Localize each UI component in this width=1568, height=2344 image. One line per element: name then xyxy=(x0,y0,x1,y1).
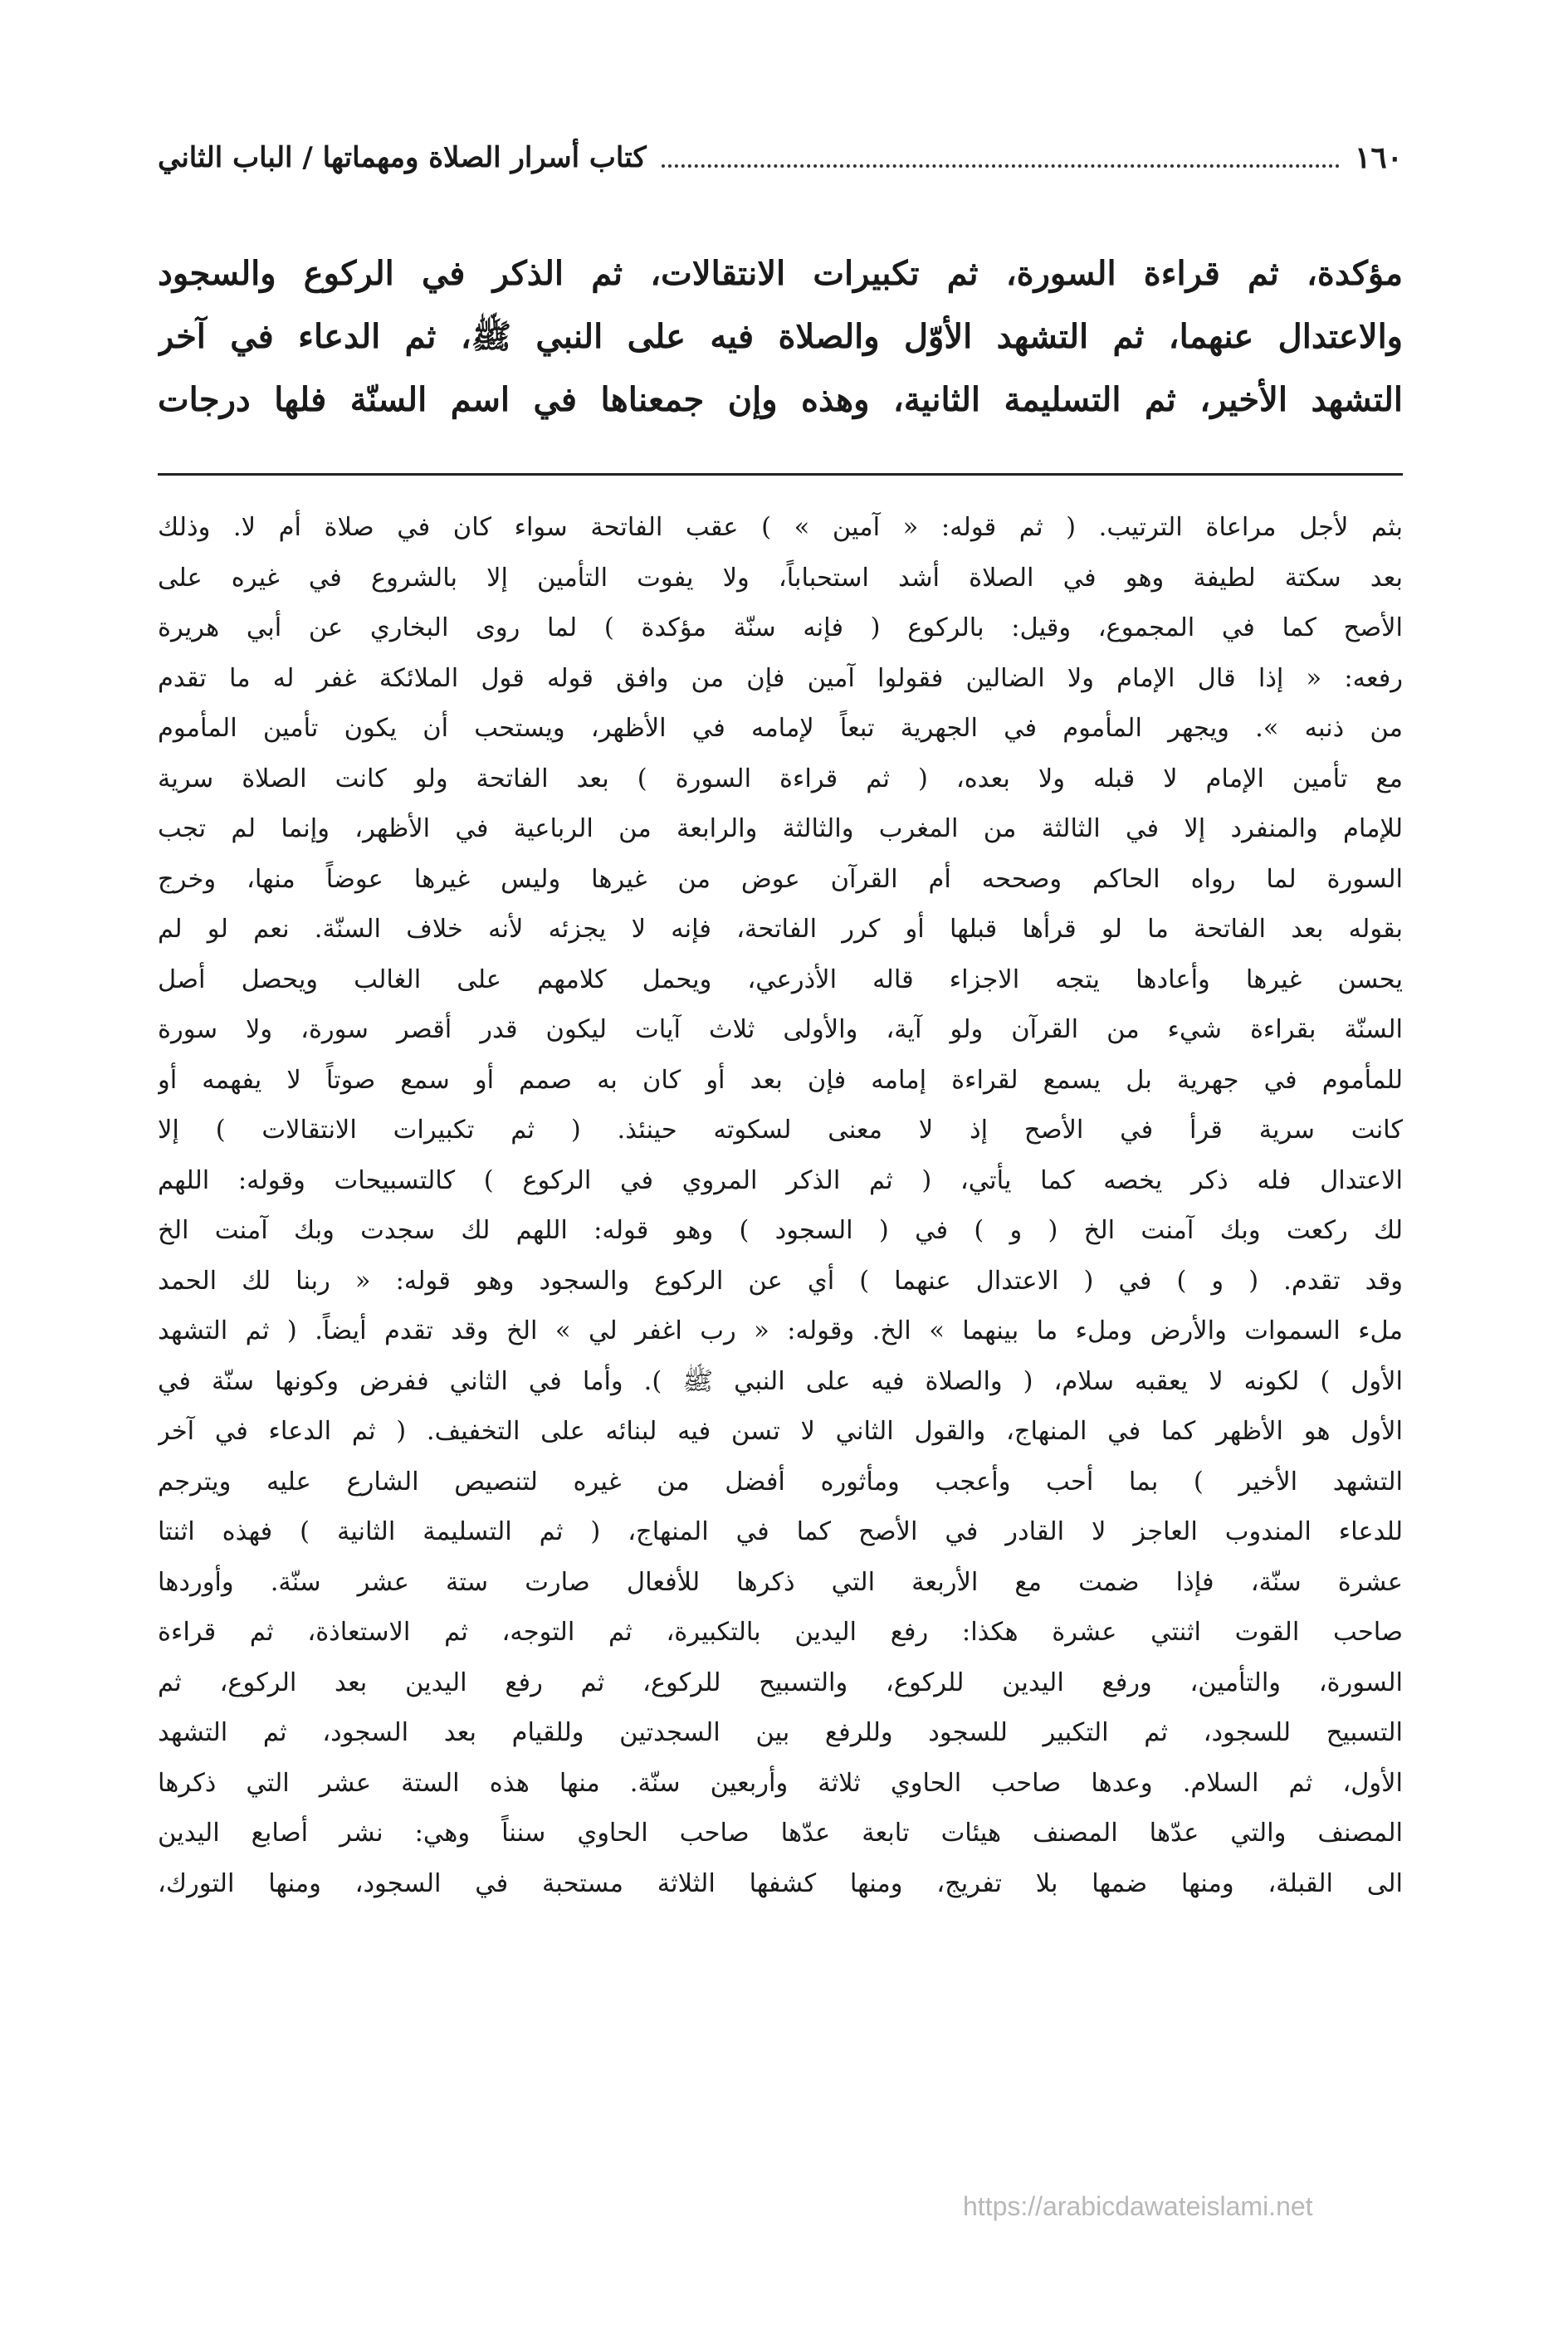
commentary-text xyxy=(158,503,1403,1909)
page-number: ١٦٠ xyxy=(1354,140,1403,175)
commentary-line: السنّة بقراءة شيء من القرآن ولو آية، والأولى ثلاث آيات ليكون قدر أقصر سورة، ولا سورة xyxy=(158,1015,1403,1044)
running-title: كتاب أسرار الصلاة ومهماتها / الباب الثاني xyxy=(158,141,647,174)
commentary-line: بقوله بعد الفاتحة ما لو قرأها قبلها أو كرر الفاتحة، فإنه لا يجزئه لأنه خلاف السنّة. نعم لو لم xyxy=(158,915,1403,944)
main-text-line: مؤكدة، ثم قراءة السورة، ثم تكبيرات الانتقالات، ثم الذكر في الركوع والسجود xyxy=(158,254,1403,293)
commentary-line: الأول، ثم السلام. وعدها صاحب الحاوي ثلاثة وأربعين سنّة. منها هذه الستة عشر التي ذكرها xyxy=(158,1768,1403,1798)
commentary-line: للإمام والمنفرد إلا في الثالثة من المغرب والثالثة والرابعة من الرباعية في الأظهر، وإنما لم تجب xyxy=(158,814,1403,843)
commentary-line: عشرة سنّة، فإذا ضمت مع الأربعة التي ذكرها للأفعال صارت ستة عشر سنّة. وأوردها xyxy=(158,1567,1403,1597)
commentary-line: للمأموم في جهرية بل يسمع لقراءة إمامه فإن بعد أو كان به صمم أو سمع صوتاً لا يفهمه أو xyxy=(158,1065,1403,1095)
main-text xyxy=(158,242,1403,432)
commentary-line: الى القبلة، ومنها ضمها بلا تفريج، ومنها كشفها الثلاثة مستحبة في السجود، ومنها التورك، xyxy=(158,1868,1403,1898)
commentary-line: لك ركعت وبك آمنت الخ ( و ) في ( السجود ) وهو قوله: اللهم لك سجدت وبك آمنت الخ xyxy=(158,1216,1403,1245)
commentary-line: السورة، والتأمين، ورفع اليدين للركوع، والتسبيح للركوع، ثم رفع اليدين بعد الركوع، ثم xyxy=(158,1668,1403,1697)
commentary-line: بثم لأجل مراعاة الترتيب. ( ثم قوله: « آمين » ) عقب الفاتحة سواء كان في صلاة أم لا. وذلك xyxy=(158,513,1403,542)
main-text-line: التشهد الأخير، ثم التسليمة الثانية، وهذه وإن جمعناها في اسم السنّة فلها درجات xyxy=(158,380,1403,419)
commentary-line: المصنف والتي عدّها المصنف هيئات تابعة عدّها صاحب الحاوي سنناً وهي: نشر أصابع اليدين xyxy=(158,1819,1403,1848)
source-watermark: https://arabicdawateislami.net xyxy=(963,2191,1313,2221)
commentary-line: بعد سكتة لطيفة وهو في الصلاة أشد استحباباً، ولا يفوت التأمين إلا بالشروع في غيره على xyxy=(158,563,1403,593)
commentary-line: وقد تقدم. ( و ) في ( الاعتدال عنهما ) أي عن الركوع والسجود وهو قوله: « ربنا لك الحمد xyxy=(158,1266,1403,1296)
commentary-line: صاحب القوت اثنتي عشرة هكذا: رفع اليدين بالتكبيرة، ثم التوجه، ثم الاستعاذة، ثم قراءة xyxy=(158,1618,1403,1647)
commentary-line: الأصح كما في المجموع، وقيل: بالركوع ( فإنه سنّة مؤكدة ) لما روى البخاري عن أبي هريرة xyxy=(158,613,1403,642)
commentary-line: ملء السموات والأرض وملء ما بينهما » الخ. وقوله: « رب اغفر لي » الخ وقد تقدم أيضاً. ( ثم التشهد xyxy=(158,1316,1403,1345)
commentary-line: مع تأمين الإمام لا قبله ولا بعده، ( ثم قراءة السورة ) بعد الفاتحة ولو كانت الصلاة سرية xyxy=(158,764,1403,794)
leader-dots xyxy=(662,164,1340,168)
commentary-line: يحسن غيرها وأعادها يتجه الاجزاء قاله الأذرعي، ويحمل كلامهم على الغالب ويحصل أصل xyxy=(158,964,1403,994)
commentary-line: السورة لما رواه الحاكم وصححه أم القرآن عوض من غيرها وليس غيرها عوضاً منها، وخرج xyxy=(158,864,1403,894)
running-header xyxy=(158,133,1403,183)
commentary-line: من ذنبه ». ويجهر المأموم في الجهرية تبعاً لإمامه في الأظهر، ويستحب أن يكون تأمين المأموم xyxy=(158,714,1403,743)
main-text-line: والاعتدال عنهما، ثم التشهد الأوّل والصلاة فيه على النبي ﷺ، ثم الدعاء في آخر xyxy=(158,317,1403,356)
commentary-line: رفعه: « إذا قال الإمام ولا الضالين فقولوا آمين فإن من وافق قوله قول الملائكة غفر له ما تقدم xyxy=(158,663,1403,693)
commentary-line: الاعتدال فله ذكر يخصه كما يأتي، ( ثم الذكر المروي في الركوع ) كالتسبيحات وقوله: اللهم xyxy=(158,1165,1403,1195)
commentary-line: الأول ) لكونه لا يعقبه سلام، ( والصلاة فيه على النبي ﷺ ). وأما في الثاني ففرض وكونها سنّة في xyxy=(158,1366,1403,1396)
commentary-line: للدعاء المندوب العاجز لا القادر في الأصح كما في المنهاج، ( ثم التسليمة الثانية ) فهذه اثنتا xyxy=(158,1517,1403,1546)
commentary-line: كانت سرية قرأ في الأصح إذ لا معنى لسكوته حينئذ. ( ثم تكبيرات الانتقالات ) إلا xyxy=(158,1116,1403,1145)
commentary-line: التشهد الأخير ) بما أحب وأعجب ومأثوره أفضل من غيره لتنصيص الشارع عليه ويترجم xyxy=(158,1467,1403,1497)
footnote-separator xyxy=(158,473,1403,476)
commentary-line: التسبيح للسجود، ثم التكبير للسجود وللرفع بين السجدتين وللقيام بعد السجود، ثم التشهد xyxy=(158,1718,1403,1747)
commentary-line: الأول هو الأظهر كما في المنهاج، والقول الثاني لا تسن فيه لبنائه على التخفيف. ( ثم الدعاء في آخر xyxy=(158,1417,1403,1446)
